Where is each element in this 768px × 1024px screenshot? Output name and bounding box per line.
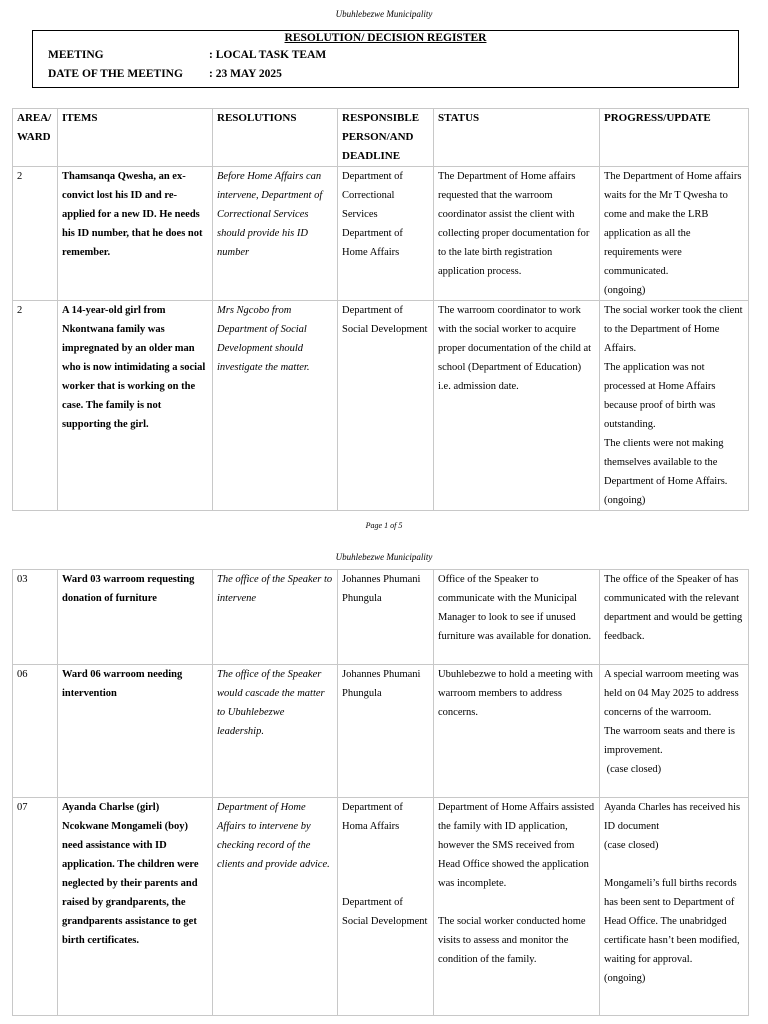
date-row bbox=[48, 68, 282, 80]
responsible-cell bbox=[338, 167, 434, 301]
resolution-table-page2 bbox=[12, 569, 749, 1016]
date-value: : 23 MAY 2025 bbox=[209, 68, 282, 80]
ward-cell: 03 bbox=[13, 570, 58, 665]
progress-line: (ongoing) bbox=[604, 973, 646, 984]
responsible-cell bbox=[338, 798, 434, 1016]
table-row bbox=[13, 570, 749, 665]
col-header-status: STATUS bbox=[434, 109, 600, 167]
resolution-cell: The office of the Speaker would cascade the matter to Ubuhlebezwe leadership. bbox=[213, 665, 338, 798]
progress-line: (ongoing) bbox=[604, 495, 646, 506]
page-footer: Page 1 of 5 bbox=[365, 521, 403, 530]
item-cell: Ayanda Charlse (girl) Ncokwane Mongameli (boy) need assistance with ID application. The children were neglected by their parents and raised by grandparents, the grandparents assistance to get birth certificates. bbox=[58, 798, 213, 1016]
progress-line: (case closed) bbox=[604, 840, 659, 851]
progress-line: The warroom seats and there is improvement. bbox=[604, 726, 735, 756]
responsible-cell: Johannes Phumani Phungula bbox=[338, 665, 434, 798]
progress-line: (case closed) bbox=[604, 764, 662, 775]
col-header-progress: PROGRESS/UPDATE bbox=[600, 109, 749, 167]
progress-line: (ongoing) bbox=[604, 285, 646, 296]
resolution-table-page1 bbox=[12, 108, 749, 511]
page-header: Ubuhlebezwe Municipality bbox=[335, 552, 433, 562]
item-cell: Ward 06 warroom needing intervention bbox=[58, 665, 213, 798]
status-cell: Office of the Speaker to communicate with the Municipal Manager to look to see if unused furniture was available for donation. bbox=[434, 570, 600, 665]
resolution-cell: Department of Home Affairs to intervene by checking record of the clients and provide advice. bbox=[213, 798, 338, 1016]
table-row bbox=[13, 798, 749, 1016]
table-row bbox=[13, 301, 749, 511]
progress-cell bbox=[600, 301, 749, 511]
item-cell: A 14-year-old girl from Nkontwana family was impregnated by an older man who is now intimidating a social worker that is working on the case. The family is not supporting the girl. bbox=[58, 301, 213, 511]
col-header-responsible: RESPONSIBLE PERSON/AND DEADLINE bbox=[338, 109, 434, 167]
progress-line: Mongameli’s full births records has been sent to Department of Head Office. The unabridged certificate hasn’t been modified, waiting for approval. bbox=[604, 878, 740, 965]
status-cell: The warroom coordinator to work with the social worker to acquire proper documentation of the child at school (Department of Education) i.e. admission date. bbox=[434, 301, 600, 511]
resolution-cell: Before Home Affairs can intervene, Department of Correctional Services should provide his ID number bbox=[213, 167, 338, 301]
responsible-line: Department of Correctional Services bbox=[342, 171, 403, 220]
responsible-line: Department of Social Development bbox=[342, 897, 428, 927]
register-title: RESOLUTION/ DECISION REGISTER bbox=[284, 32, 487, 44]
item-cell: Ward 03 warroom requesting donation of furniture bbox=[58, 570, 213, 665]
progress-line: Ayanda Charles has received his ID document bbox=[604, 802, 741, 832]
progress-line: The Department of Home affairs waits for the Mr T Qwesha to come and make the LRB application as all the requirements were communicated. bbox=[604, 171, 742, 277]
progress-cell bbox=[600, 798, 749, 1016]
status-cell: The Department of Home affairs requested that the warroom coordinator assist the client with collecting proper documentation for to the late birth registration application process. bbox=[434, 167, 600, 301]
responsible-line: Department of Homa Affairs bbox=[342, 802, 403, 832]
responsible-cell: Johannes Phumani Phungula bbox=[338, 570, 434, 665]
progress-line: The application was not processed at Home Affairs because proof of birth was outstanding. bbox=[604, 362, 716, 430]
status-cell: Ubuhlebezwe to hold a meeting with warroom members to address concerns. bbox=[434, 665, 600, 798]
progress-cell bbox=[600, 665, 749, 798]
meeting-label: MEETING bbox=[48, 49, 104, 61]
responsible-cell: Department of Social Development bbox=[338, 301, 434, 511]
date-label: DATE OF THE MEETING bbox=[48, 68, 183, 80]
meeting-info-box bbox=[32, 30, 739, 88]
status-line: Department of Home Affairs assisted the family with ID application, however the SMS received from Head Office showed the application was incomplete. bbox=[438, 802, 595, 889]
progress-cell bbox=[600, 167, 749, 301]
progress-line: The social worker took the client to the Department of Home Affairs. bbox=[604, 305, 743, 354]
meeting-row bbox=[48, 49, 327, 61]
ward-cell: 2 bbox=[13, 167, 58, 301]
progress-cell: The office of the Speaker of has communicated with the relevant department and would be getting feedback. bbox=[600, 570, 749, 665]
item-cell: Thamsanqa Qwesha, an ex-convict lost his ID and re-applied for a new ID. He needs his ID number, that he does not remember. bbox=[58, 167, 213, 301]
col-header-resolutions: RESOLUTIONS bbox=[213, 109, 338, 167]
status-line: The social worker conducted home visits to assess and monitor the condition of the family. bbox=[438, 916, 586, 965]
ward-cell: 2 bbox=[13, 301, 58, 511]
progress-line: The clients were not making themselves available to the Department of Home Affairs. bbox=[604, 438, 728, 487]
table-header-row bbox=[13, 109, 749, 167]
ward-cell: 06 bbox=[13, 665, 58, 798]
col-header-ward: AREA/ WARD bbox=[13, 109, 58, 167]
col-header-items: ITEMS bbox=[58, 109, 213, 167]
status-cell bbox=[434, 798, 600, 1016]
responsible-line: Department of Home Affairs bbox=[342, 228, 403, 258]
resolution-cell: Mrs Ngcobo from Department of Social Development should investigate the matter. bbox=[213, 301, 338, 511]
page-header: Ubuhlebezwe Municipality bbox=[335, 9, 433, 19]
table-row bbox=[13, 665, 749, 798]
meeting-value: : LOCAL TASK TEAM bbox=[209, 49, 327, 61]
resolution-cell: The office of the Speaker to intervene bbox=[213, 570, 338, 665]
ward-cell: 07 bbox=[13, 798, 58, 1016]
table-row bbox=[13, 167, 749, 301]
progress-line: A special warroom meeting was held on 04 May 2025 to address concerns of the warroom. bbox=[604, 669, 739, 718]
